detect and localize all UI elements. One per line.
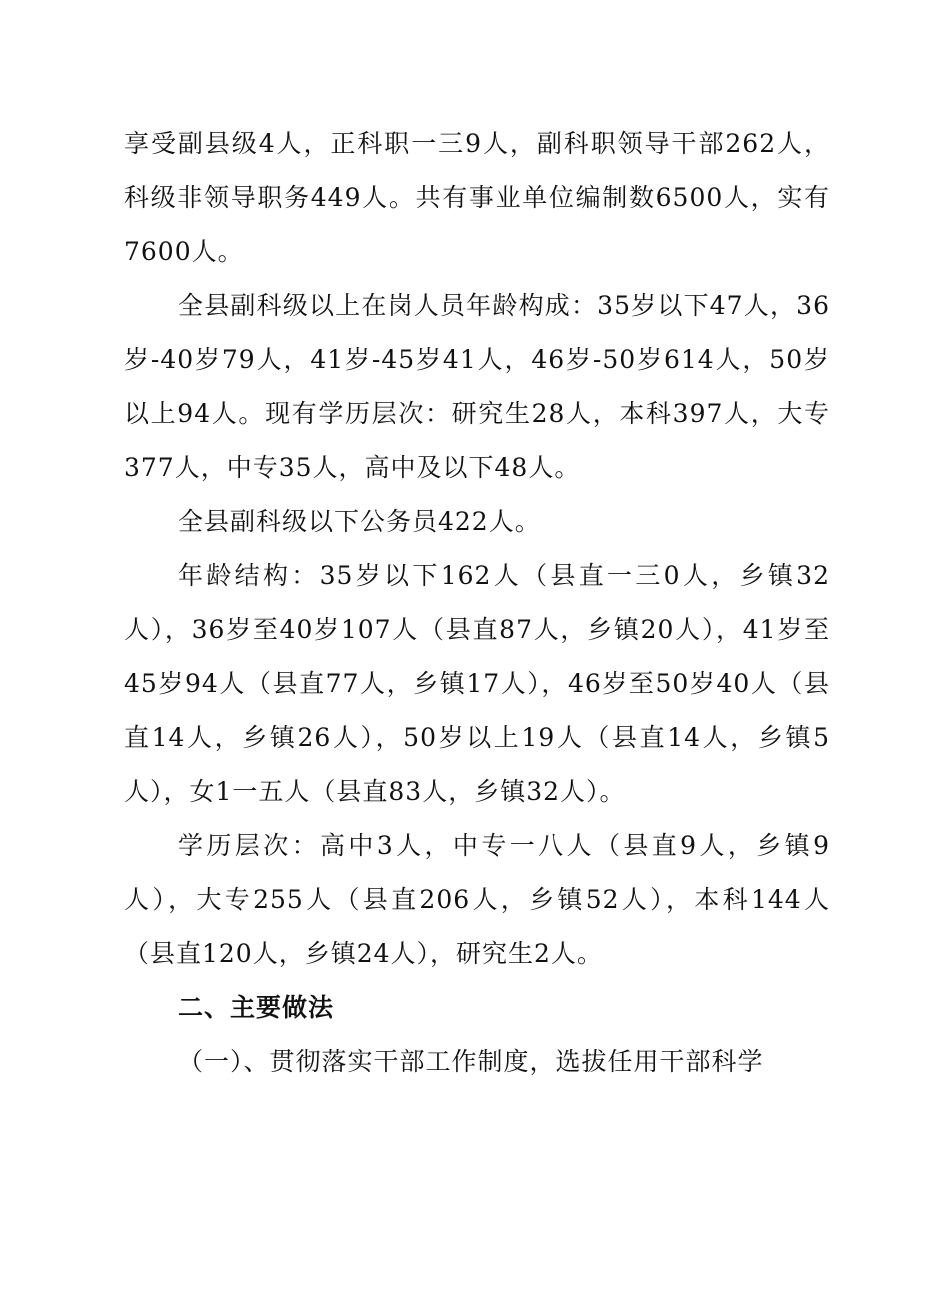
paragraph-staff-levels: 享受副县级4人，正科职一三9人，副科职领导干部262人，科级非领导职务449人。共有事业单位编制数6500人，实有7600人。	[124, 129, 830, 266]
document-body	[124, 117, 830, 1089]
paragraph-age-structure: 年龄结构：35岁以下162人（县直一三0人，乡镇32人），36岁至40岁107人（县直87人，乡镇20人），41岁至45岁94人（县直77人，乡镇17人），46岁至50岁40人（县直14人，乡镇26人），50岁以上19人（县直14人，乡镇5人），女1一五人（县直83人，乡镇32人）。	[124, 561, 830, 806]
subsection-heading: （一）、贯彻落实干部工作制度，选拔任用干部科学	[178, 1047, 764, 1076]
paragraph-civil-servants-total: 全县副科级以下公务员422人。	[178, 507, 541, 536]
paragraph-education-levels: 学历层次：高中3人，中专一八人（县直9人，乡镇9人），大专255人（县直206人，乡镇52人），本科144人（县直120人，乡镇24人），研究生2人。	[124, 831, 830, 968]
paragraph-age-composition: 全县副科级以上在岗人员年龄构成：35岁以下47人，36岁-40岁79人，41岁-45岁41人，46岁-50岁614人，50岁以上94人。现有学历层次：研究生28人，本科397人，大专377人，中专35人，高中及以下48人。	[124, 291, 830, 482]
section-heading: 二、主要做法	[178, 993, 335, 1022]
